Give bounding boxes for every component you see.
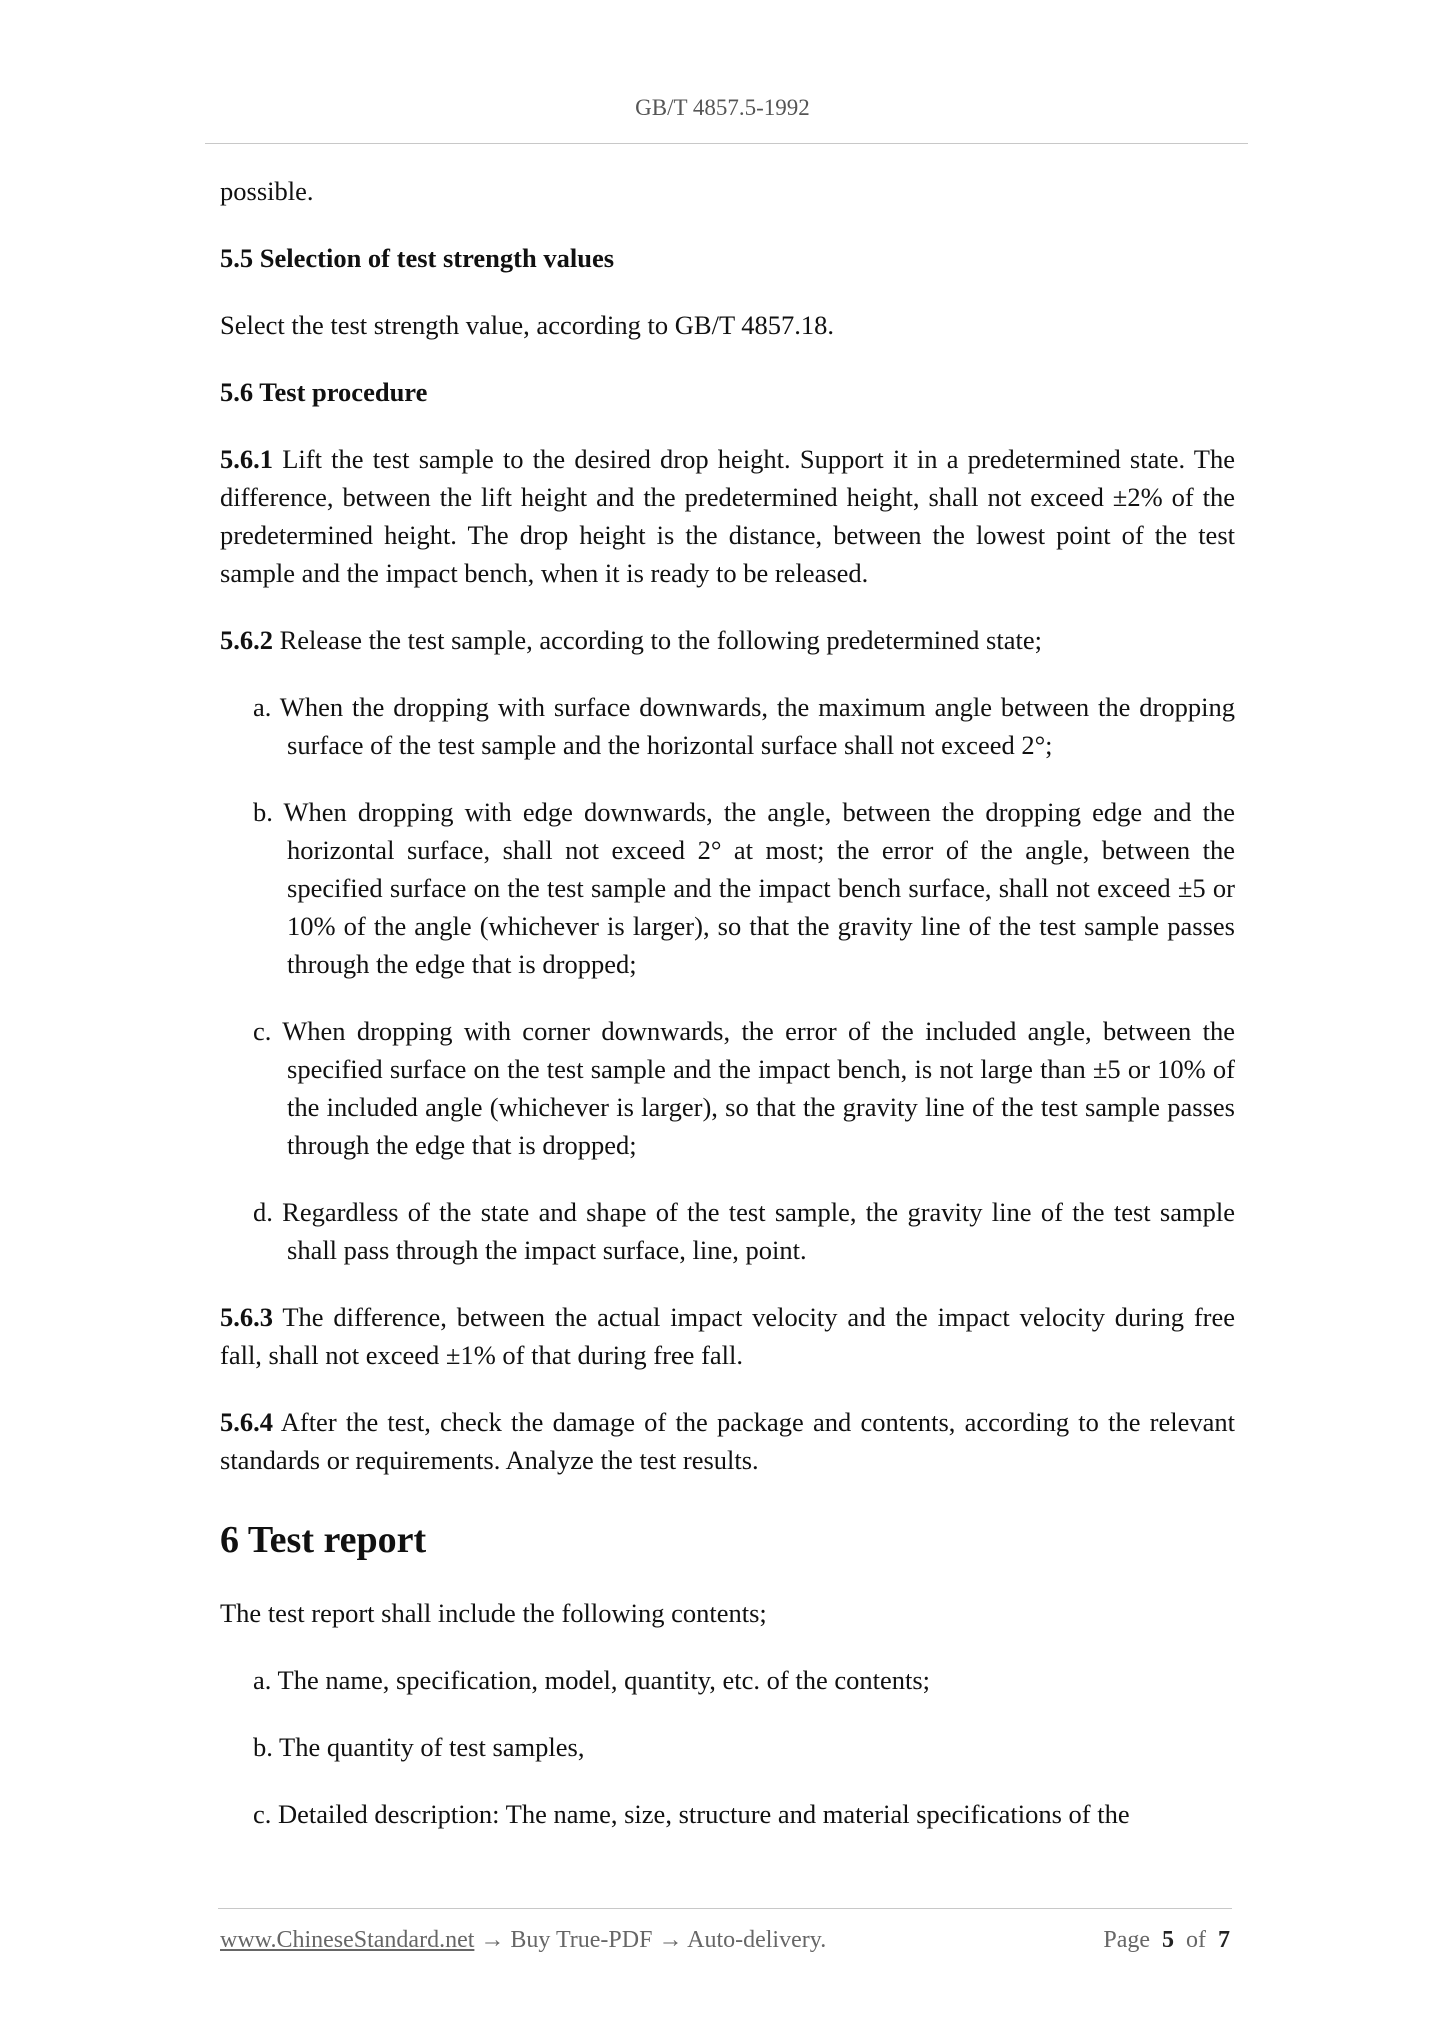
page-total: 7 <box>1218 1927 1230 1953</box>
clause-text: Release the test sample, according to the following predetermined state; <box>273 625 1042 655</box>
footer-promo-text: → Buy True-PDF → Auto-delivery. <box>474 1927 827 1953</box>
clause-5-6-1 <box>220 440 1235 592</box>
page-of: of <box>1186 1927 1206 1953</box>
footer-divider <box>218 1908 1232 1909</box>
clause-number: 5.6.3 <box>220 1302 273 1332</box>
section-6-heading: 6 Test report <box>220 1519 427 1561</box>
clause-number: 5.6.2 <box>220 625 273 655</box>
clause-5-6-3 <box>220 1298 1235 1374</box>
clause-text: After the test, check the damage of the package and contents, according to the relevant standards or requirements. Analyze the test results. <box>220 1407 1235 1475</box>
page-header-title: GB/T 4857.5-1992 <box>635 95 810 120</box>
page-number <box>1103 1927 1230 1954</box>
page-current: 5 <box>1162 1927 1174 1953</box>
section-6-intro: The test report shall include the following contents; <box>220 1598 767 1628</box>
website-link[interactable]: www.ChineseStandard.net <box>220 1927 475 1953</box>
page-label: Page <box>1103 1927 1150 1953</box>
list-item: a. When the dropping with surface downwards, the maximum angle between the dropping surface of the test sample and the horizontal surface shall not exceed 2°; <box>253 692 1235 760</box>
footer-promo <box>220 1927 826 1954</box>
header-divider <box>205 143 1248 144</box>
section-5-5-text: Select the test strength value, according to GB/T 4857.18. <box>220 310 835 340</box>
clause-number: 5.6.4 <box>220 1407 273 1437</box>
list-item: d. Regardless of the state and shape of the test sample, the gravity line of the test sample shall pass through the impact surface, line, point. <box>253 1197 1235 1265</box>
section-5-6-heading: 5.6 Test procedure <box>220 377 428 407</box>
clause-text: Lift the test sample to the desired drop height. Support it in a predetermined state. The difference, between the lift height and the predetermined height, shall not exceed ±2% of the predetermined height. The drop height is the distance, between the lowest point of the test sample and the impact bench, when it is ready to be released. <box>220 444 1235 588</box>
continuation-text: possible. <box>220 176 314 206</box>
clause-number: 5.6.1 <box>220 444 273 474</box>
list-item: c. When dropping with corner downwards, the error of the included angle, between the specified surface on the test sample and the impact bench, is not large than ±5 or 10% of the included angle (whichever is larger), so that the gravity line of the test sample passes through the edge that is dropped; <box>253 1016 1235 1160</box>
clause-5-6-2 <box>220 621 1235 659</box>
list-item: b. When dropping with edge downwards, the angle, between the dropping edge and the horizontal surface, shall not exceed 2° at most; the error of the angle, between the specified surface on the test sample and the impact bench surface, shall not exceed ±5 or 10% of the angle (whichever is larger), so that the gravity line of the test sample passes through the edge that is dropped; <box>253 797 1235 979</box>
list-item: c. Detailed description: The name, size, structure and material specifications of the <box>253 1799 1130 1829</box>
document-body <box>220 172 1235 1862</box>
list-item: b. The quantity of test samples, <box>253 1732 585 1762</box>
list-item: a. The name, specification, model, quantity, etc. of the contents; <box>253 1665 931 1695</box>
clause-5-6-4 <box>220 1403 1235 1479</box>
clause-text: The difference, between the actual impact velocity and the impact velocity during free fall, shall not exceed ±1% of that during free fall. <box>220 1302 1235 1370</box>
section-5-5-heading: 5.5 Selection of test strength values <box>220 243 615 273</box>
